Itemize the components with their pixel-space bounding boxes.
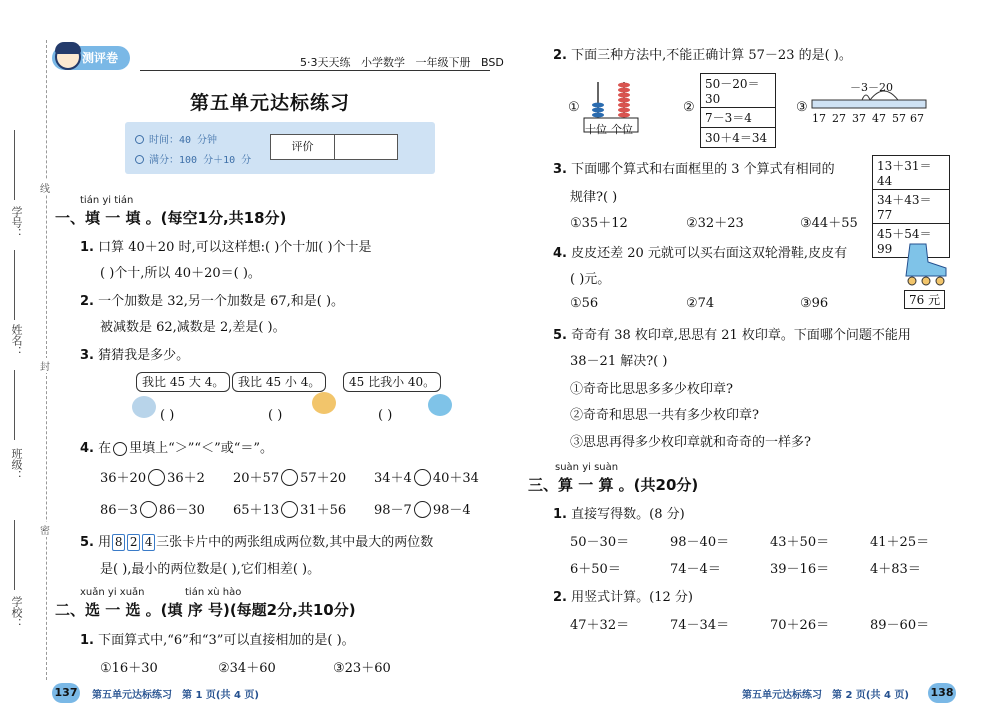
s1-q4 xyxy=(80,437,273,456)
s2-q4-opt2: ②74 xyxy=(686,296,715,311)
score-info xyxy=(135,151,251,166)
s3-q1-text: 直接写得数。(8 分) xyxy=(571,507,685,522)
calc-item: 39－16＝ xyxy=(770,562,830,577)
s2-q3-opt3: ③44＋55 xyxy=(800,216,858,231)
tick-label: 37 xyxy=(852,112,866,125)
compare-right: 40＋34 xyxy=(432,471,479,486)
s2-q4-opt1: ①56 xyxy=(570,296,599,311)
s1-q5-line1 xyxy=(80,531,433,551)
s2-q5-opt2: ②奇奇和思思一共有多少枚印章? xyxy=(570,408,759,423)
page-title: 第五单元达标练习 xyxy=(190,92,351,114)
s1-q5-text-a: 用 xyxy=(98,535,112,550)
tick-label: 47 xyxy=(872,112,886,125)
method-line: 50－20＝30 xyxy=(701,74,775,108)
calc-item: 50－30＝ xyxy=(570,535,630,550)
compare-left: 20＋57 xyxy=(233,471,280,486)
s2-q4-num: 4. xyxy=(553,246,567,261)
vertical-calc-item: 47＋32＝ xyxy=(570,618,630,633)
section3-pinyin: suàn yi suàn xyxy=(555,462,619,473)
evaluation-label: 评价 xyxy=(271,135,335,159)
s1-q2-text1: 一个加数是 32,另一个加数是 67,和是( )。 xyxy=(98,294,345,309)
digit-card: 8 xyxy=(112,534,125,551)
school-label: 学校： xyxy=(10,596,23,629)
s1-q5-text-b: 三张卡片中的两张组成两位数,其中最大的两位数 xyxy=(156,535,434,550)
answer-blank-2[interactable]: ( ) xyxy=(268,408,283,423)
calc-item: 74－4＝ xyxy=(670,562,721,577)
s2-q3-text1: 下面哪个算式和右面框里的 3 个算式有相同的 xyxy=(571,162,835,177)
student-id-line xyxy=(14,130,15,200)
s2-q3-line1 xyxy=(553,158,835,177)
section1-title: 一、填 一 填 。(每空1分,共18分) xyxy=(55,209,287,227)
left-footer-text: 第五单元达标练习 第 1 页(共 4 页) xyxy=(92,690,259,701)
s1-q5-num: 5. xyxy=(80,535,94,550)
s1-q1-line1 xyxy=(80,236,372,255)
evaluation-box xyxy=(270,134,398,160)
s1-q3 xyxy=(80,344,189,363)
badge-label: 测评卷 xyxy=(82,51,119,65)
roller-skate-icon xyxy=(900,240,952,286)
clock-icon xyxy=(135,135,144,144)
edition-name: BSD xyxy=(481,56,504,69)
section2-title: 二、选 一 选 。(填 序 号)(每题2分,共10分) xyxy=(55,601,356,619)
answer-blank-3[interactable]: ( ) xyxy=(378,408,393,423)
series-name: 5·3天天练 xyxy=(300,56,351,69)
compare-right: 57＋20 xyxy=(300,471,347,486)
tick-label: 17 xyxy=(812,112,826,125)
compare-item-4 xyxy=(100,499,205,518)
calc-item: 6＋50＝ xyxy=(570,562,621,577)
s2-q2 xyxy=(553,44,852,63)
s1-q4-num: 4. xyxy=(80,441,94,456)
compare-item-3 xyxy=(374,467,479,486)
s1-q1-num: 1. xyxy=(80,240,94,255)
s3-q2 xyxy=(553,586,693,605)
s2-q5-text1: 奇奇有 38 枚印章,思思有 21 枚印章。下面哪个问题不能用 xyxy=(571,328,911,343)
s2-q5-num: 5. xyxy=(553,328,567,343)
s2-q4-line2: ( )元。 xyxy=(570,272,611,287)
name-label: 姓名： xyxy=(10,324,23,357)
s1-q1-line2: ( )个十,所以 40＋20＝( )。 xyxy=(100,266,261,281)
compare-circle[interactable] xyxy=(281,469,298,486)
compare-item-2 xyxy=(233,467,346,486)
circle-icon xyxy=(113,442,127,456)
number-line-jump-1: －3 xyxy=(850,81,868,94)
s1-q2-line1 xyxy=(80,290,344,309)
grade-name: 一年级下册 xyxy=(415,56,471,69)
squirrel-icon xyxy=(132,396,156,418)
right-footer-text: 第五单元达标练习 第 2 页(共 4 页) xyxy=(742,690,909,701)
s1-q4-text-b: 里填上“＞”“＜”或“＝”。 xyxy=(129,441,274,456)
vertical-calc-item: 74－34＝ xyxy=(670,618,730,633)
abacus-tens-label: 十位 xyxy=(585,123,607,136)
s1-q2-num: 2. xyxy=(80,294,94,309)
s2-q2-text: 下面三种方法中,不能正确计算 57－23 的是( )。 xyxy=(571,48,852,63)
vertical-calc-item: 70＋26＝ xyxy=(770,618,830,633)
section1-pinyin: tián yi tián xyxy=(80,195,134,206)
speech-bubble-2: 我比 45 小 4。 xyxy=(232,372,326,392)
section3-title: 三、算 一 算 。(共20分) xyxy=(528,476,699,494)
subject-name: 小学数学 xyxy=(361,56,405,69)
compare-right: 86－30 xyxy=(158,503,205,518)
method-line: 7－3＝4 xyxy=(701,108,775,128)
s1-q3-text: 猜猜我是多少。 xyxy=(98,348,190,363)
header-info xyxy=(300,54,504,70)
tick-label: 27 xyxy=(832,112,846,125)
compare-circle[interactable] xyxy=(148,469,165,486)
s1-q1-text1: 口算 40＋20 时,可以这样想:( )个十加( )个十是 xyxy=(98,240,372,255)
compare-item-1 xyxy=(100,467,205,486)
s2-q3-opt1: ①35＋12 xyxy=(570,216,628,231)
compare-left: 98－7 xyxy=(374,503,412,518)
compare-item-6 xyxy=(374,499,471,518)
s2-q5-opt3: ③思思再得多少枚印章就和奇奇的一样多? xyxy=(570,435,811,450)
s2-q1-opt3: ③23＋60 xyxy=(333,661,391,676)
s2-q4-text1: 皮皮还差 20 元就可以买右面这双轮滑鞋,皮皮有 xyxy=(571,246,848,261)
s2-q3-line2: 规律?( ) xyxy=(570,190,618,205)
compare-left: 65＋13 xyxy=(233,503,280,518)
calc-item: 41＋25＝ xyxy=(870,535,930,550)
check-icon xyxy=(135,155,144,164)
seal-mark: 封 xyxy=(40,358,50,373)
compare-circle[interactable] xyxy=(281,501,298,518)
s2-q1-opt1: ①16＋30 xyxy=(100,661,158,676)
s2-q5-opt1: ①奇奇比思思多多少枚印章? xyxy=(570,382,733,397)
seal-line-mark: 线 xyxy=(40,180,50,195)
compare-right: 36＋2 xyxy=(167,471,205,486)
left-page-number: 137 xyxy=(52,683,80,703)
s3-q2-text: 用竖式计算。(12 分) xyxy=(571,590,693,605)
speech-bubble-3: 45 比我小 40。 xyxy=(343,372,441,392)
class-label: 班级： xyxy=(10,448,23,481)
student-id-label: 学号： xyxy=(10,206,23,239)
pattern-line: 45＋54＝99 xyxy=(877,227,932,256)
s1-q2-line2: 被减数是 62,减数是 2,差是( )。 xyxy=(100,320,286,335)
s2-q3-num: 3. xyxy=(553,162,567,177)
lion-icon xyxy=(312,392,336,414)
s2-q5-line2: 38－21 解决?( ) xyxy=(570,354,668,369)
digit-card: 4 xyxy=(142,534,155,551)
s2-q2-opt2-label: ② xyxy=(683,100,695,115)
calc-item: 98－40＝ xyxy=(670,535,730,550)
s1-q3-num: 3. xyxy=(80,348,94,363)
s2-q1-num: 1. xyxy=(80,633,94,648)
class-line xyxy=(14,370,15,440)
compare-left: 86－3 xyxy=(100,503,138,518)
method-box-2 xyxy=(700,73,776,148)
answer-blank-1[interactable]: ( ) xyxy=(160,408,175,423)
calc-item: 4＋83＝ xyxy=(870,562,921,577)
s2-q1-text: 下面算式中,“6”和“3”可以直接相加的是( )。 xyxy=(98,633,355,648)
s3-q1-num: 1. xyxy=(553,507,567,522)
s2-q4-opt3: ③96 xyxy=(800,296,829,311)
right-page-number: 138 xyxy=(928,683,956,703)
header-rule xyxy=(140,70,490,71)
s2-q1-opt2: ②34＋60 xyxy=(218,661,276,676)
compare-right: 31＋56 xyxy=(300,503,347,518)
s2-q3-opt2: ②32＋23 xyxy=(686,216,744,231)
s1-q5-line2: 是( ),最小的两位数是( ),它们相差( )。 xyxy=(100,562,321,577)
method-line: 30＋4＝34 xyxy=(705,131,768,145)
pattern-line: 34＋43＝77 xyxy=(873,190,949,224)
monkey-icon xyxy=(428,394,452,416)
s2-q4-line1 xyxy=(553,242,847,261)
school-line xyxy=(14,520,15,590)
s2-q2-num: 2. xyxy=(553,48,567,63)
s2-q2-opt1-label: ① xyxy=(568,100,580,115)
compare-item-5 xyxy=(233,499,346,518)
test-badge xyxy=(52,46,130,70)
section2-pinyin-a: xuǎn yi xuǎn xyxy=(80,587,145,598)
abacus-ones-label: 个位 xyxy=(611,123,633,136)
score-text: 满分：100 分＋10 分 xyxy=(149,155,252,166)
price-tag: 76 元 xyxy=(904,290,945,309)
secret-mark: 密 xyxy=(40,522,50,537)
s2-q1 xyxy=(80,629,355,648)
time-info xyxy=(135,131,217,146)
vertical-calc-item: 89－60＝ xyxy=(870,618,930,633)
s1-q4-text-a: 在 xyxy=(98,441,112,456)
exam-info-box xyxy=(125,122,435,174)
pattern-line: 13＋31＝44 xyxy=(873,156,949,190)
name-line xyxy=(14,250,15,320)
s3-q2-num: 2. xyxy=(553,590,567,605)
calc-item: 43＋50＝ xyxy=(770,535,830,550)
time-text: 时间：40 分钟 xyxy=(149,135,218,146)
speech-bubble-1: 我比 45 大 4。 xyxy=(136,372,230,392)
s2-q2-opt3-label: ③ xyxy=(796,100,808,115)
digit-card: 2 xyxy=(127,534,140,551)
compare-circle[interactable] xyxy=(414,501,431,518)
compare-left: 36＋20 xyxy=(100,471,147,486)
compare-circle[interactable] xyxy=(140,501,157,518)
compare-circle[interactable] xyxy=(414,469,431,486)
s3-q1 xyxy=(553,503,685,522)
section2-pinyin-b: tián xù hào xyxy=(185,587,242,598)
tick-label: 57 xyxy=(892,112,906,125)
number-line-jump-2: －20 xyxy=(868,81,893,94)
mascot-icon xyxy=(55,44,81,70)
compare-left: 34＋4 xyxy=(374,471,412,486)
s2-q5-line1 xyxy=(553,324,911,343)
compare-right: 98－4 xyxy=(432,503,471,518)
evaluation-field[interactable] xyxy=(335,135,397,159)
tick-label: 67 xyxy=(910,112,924,125)
